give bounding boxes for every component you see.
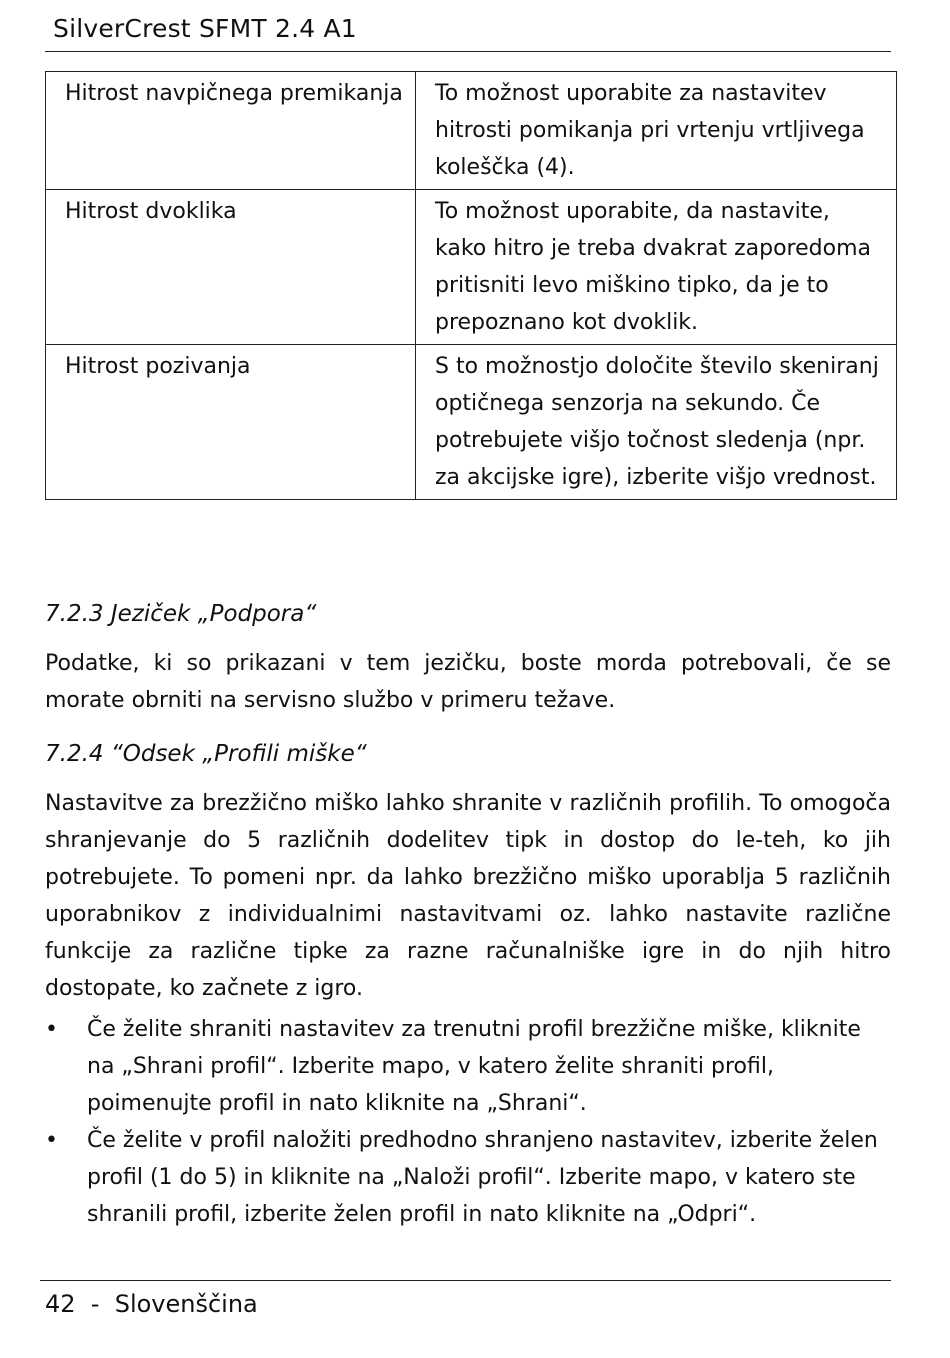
profiles-section-heading: 7.2.4 “Odsek „Profili miške“ bbox=[45, 741, 367, 767]
page-footer: 42 - Slovenščina bbox=[45, 1290, 258, 1318]
setting-description-cell: To možnost uporabite, da nastavite, kako hitro je treba dvakrat zaporedoma pritisniti levo miškino tipko, da je to prepoznano kot dvoklik. bbox=[416, 190, 897, 345]
support-section-heading: 7.2.3 Jeziček „Podpora“ bbox=[45, 601, 317, 627]
setting-name-cell: Hitrost pozivanja bbox=[46, 345, 416, 500]
table-row bbox=[46, 72, 897, 190]
setting-description-cell: To možnost uporabite za nastavitev hitrosti pomikanja pri vrtenju vrtljivega koleščka (4). bbox=[416, 72, 897, 190]
settings-table bbox=[45, 71, 897, 500]
bullet-text: Če želite v profil naložiti predhodno shranjeno nastavitev, izberite želen profil (1 do 5) in kliknite na „Naloži profil“. Izberite mapo, v katero ste shranili profil, izberite želen profil in nato kliknite na „Odpri“. bbox=[87, 1128, 878, 1227]
bullet-text: Če želite shraniti nastavitev za trenutni profil brezžične miške, kliknite na „Shrani profil“. Izberite mapo, v katero želite shraniti profil, poimenujte profil in nato kliknite na „Shrani“. bbox=[87, 1017, 861, 1116]
setting-description-cell: S to možnostjo določite število skeniranj optičnega senzorja na sekundo. Če potrebujete višjo točnost sledenja (npr. za akcijske igre), izberite višjo vrednost. bbox=[416, 345, 897, 500]
table-row bbox=[46, 345, 897, 500]
header-divider bbox=[45, 51, 891, 52]
profiles-bullet-list bbox=[45, 1011, 891, 1233]
list-item bbox=[45, 1011, 891, 1122]
table-row bbox=[46, 190, 897, 345]
profiles-section-text: Nastavitve za brezžično miško lahko shranite v različnih profilih. To omogoča shranjevanje do 5 različnih dodelitev tipk in dostop do le-teh, ko jih potrebujete. To pomeni npr. da lahko brezžično miško uporablja 5 različnih uporabnikov z individualnimi nastavitvami oz. lahko nastavite različne funkcije za različne tipke za razne računalniške igre in do njih hitro dostopate, ko začnete z igro. bbox=[45, 791, 891, 1001]
bullet-icon: • bbox=[45, 1017, 58, 1042]
setting-name-cell: Hitrost dvoklika bbox=[46, 190, 416, 345]
footer-divider bbox=[40, 1280, 891, 1281]
bullet-icon: • bbox=[45, 1128, 58, 1153]
setting-name-cell: Hitrost navpičnega premikanja bbox=[46, 72, 416, 190]
list-item bbox=[45, 1122, 891, 1233]
page-header-title: SilverCrest SFMT 2.4 A1 bbox=[53, 14, 357, 43]
support-section-text: Podatke, ki so prikazani v tem jezičku, boste morda potrebovali, če se morate obrniti na servisno službo v primeru težave. bbox=[45, 651, 891, 713]
